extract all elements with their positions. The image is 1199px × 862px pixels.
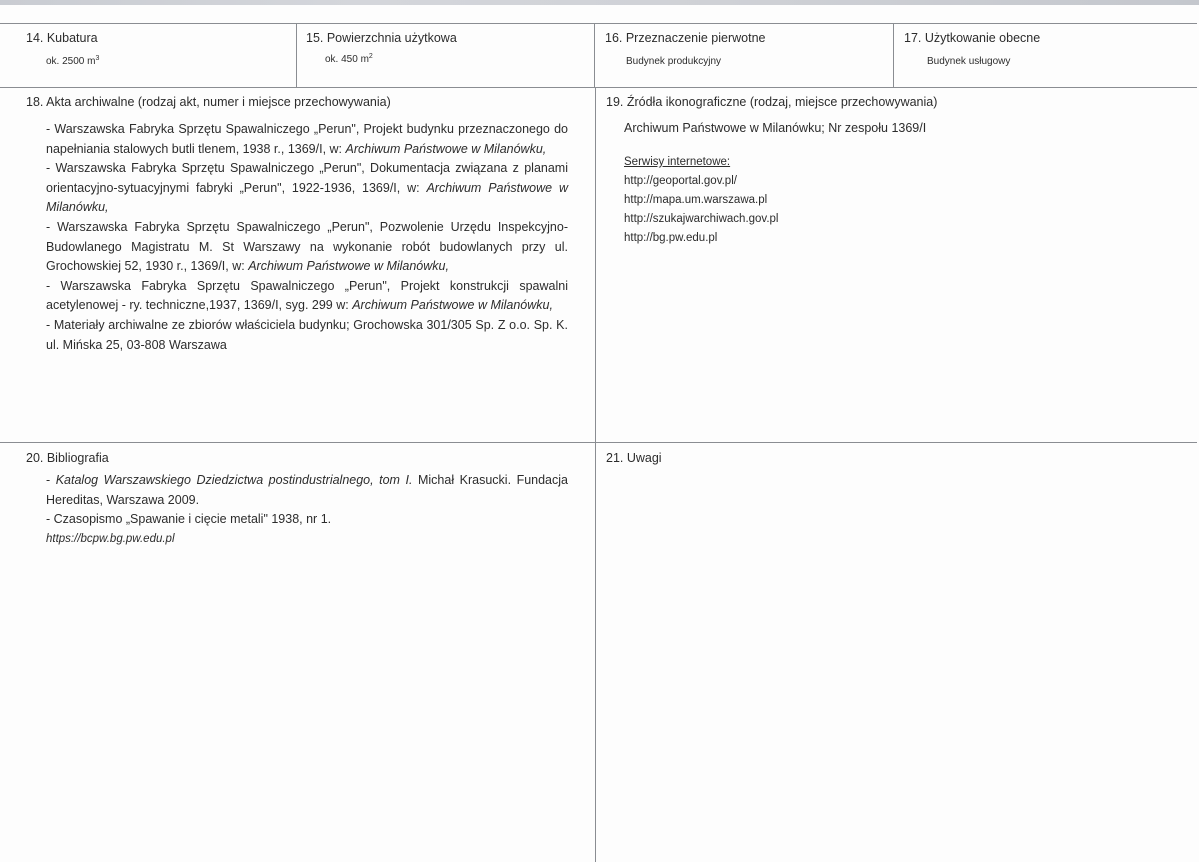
bibliografia-label: 20. Bibliografia: [26, 451, 109, 465]
kubatura-value-number: ok. 2500 m: [46, 56, 96, 67]
scan-edge-band: [0, 0, 1199, 5]
powierzchnia-value: [325, 54, 373, 65]
bibliografia-link[interactable]: https://bcpw.bg.pw.edu.pl: [46, 532, 175, 545]
link-geoportal[interactable]: http://geoportal.gov.pl/: [624, 175, 737, 187]
przeznaczenie-label: 16. Przeznaczenie pierwotne: [605, 31, 766, 45]
powierzchnia-value-number: ok. 450 m: [325, 54, 369, 65]
bibliografia-entries: [46, 471, 568, 549]
cell-akta-archiwalne: [0, 87, 594, 442]
cell-powierzchnia: [297, 23, 594, 87]
services-heading: Serwisy internetowe:: [624, 156, 731, 168]
kubatura-label: 14. Kubatura: [26, 31, 98, 45]
link-mapa-um[interactable]: http://mapa.um.warszawa.pl: [624, 194, 768, 206]
bibliografia-entry: - Katalog Warszawskiego Dziedzictwa postindustrialnego, tom I. Michał Krasucki. Fundacja Hereditas, Warszawa 2009.: [46, 473, 568, 507]
cell-bibliografia: [0, 442, 594, 862]
powierzchnia-label: 15. Powierzchnia użytkowa: [306, 31, 457, 45]
kubatura-value: [46, 56, 99, 67]
link-bg-pw[interactable]: http://bg.pw.edu.pl: [624, 232, 718, 244]
cell-przeznaczenie: [595, 23, 893, 87]
akta-entry: - Warszawska Fabryka Sprzętu Spawalniczego „Perun", Projekt konstrukcji spawalni acetylenowej - ry. techniczne,1937, 1369/I, syg. 299 w: Archiwum Państwowe w Milanówku,: [46, 278, 568, 313]
zrodla-links: [624, 153, 778, 248]
cell-uwagi: [596, 442, 1197, 862]
akta-entries: [46, 120, 568, 355]
cell-kubatura: [0, 23, 296, 87]
akta-entry: - Warszawska Fabryka Sprzętu Spawalniczego „Perun", Projekt budynku przeznaczonego do napełniania stalowych butli tlenem, 1938 r., 1369/I, w: Archiwum Państwowe w Milanówku,: [46, 122, 568, 156]
akta-entry: - Materiały archiwalne ze zbiorów właściciela budynku; Grochowska 301/305 Sp. Z o.o. Sp. K. ul. Mińska 25, 03-808 Warszawa: [46, 317, 568, 352]
uzytkowanie-value: Budynek usługowy: [927, 56, 1011, 67]
akta-entry: - Warszawska Fabryka Sprzętu Spawalniczego „Perun", Pozwolenie Urzędu Inspekcyjno-Budowlanego Magistratu M. St Warszawy na wykonanie robót budowlanych przy ul. Grochowskiej 52, 1930 r., 1369/I, w: Archiwum Państwowe w Milanówku,: [46, 219, 568, 274]
przeznaczenie-value: Budynek produkcyjny: [626, 56, 722, 67]
powierzchnia-value-exponent: 2: [368, 53, 373, 60]
uzytkowanie-label: 17. Użytkowanie obecne: [904, 31, 1041, 45]
uwagi-label: 21. Uwagi: [606, 451, 662, 465]
link-szukajwarchiwach[interactable]: http://szukajwarchiwach.gov.pl: [624, 213, 779, 225]
cell-zrodla-ikonograficzne: [596, 87, 1197, 442]
kubatura-value-exponent: 3: [95, 55, 100, 62]
akta-entry: - Warszawska Fabryka Sprzętu Spawalniczego „Perun", Dokumentacja związana z planami orientacyjno-sytuacyjnymi fabryki „Perun", 1922-1936, 1369/I, w: Archiwum Państwowe w Milanówku,: [46, 161, 568, 215]
bibliografia-entry: - Czasopismo „Spawanie i cięcie metali" 1938, nr 1.: [46, 512, 332, 527]
zrodla-label: 19. Źródła ikonograficzne (rodzaj, miejsce przechowywania): [606, 95, 938, 109]
akta-label: 18. Akta archiwalne (rodzaj akt, numer i miejsce przechowywania): [26, 95, 391, 109]
cell-uzytkowanie: [894, 23, 1197, 87]
zrodla-archive: Archiwum Państwowe w Milanówku; Nr zespołu 1369/I: [624, 121, 927, 135]
